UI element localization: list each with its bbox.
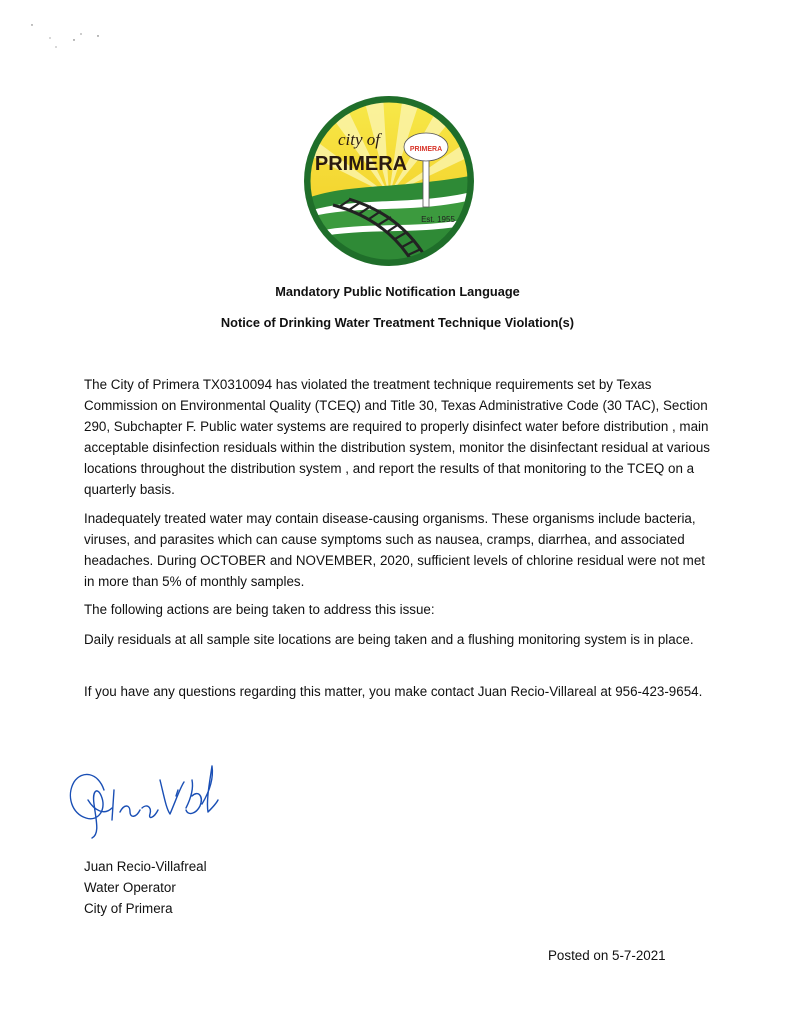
signer-name: Juan Recio-Villafreal xyxy=(84,859,207,874)
paragraph-health-effects: Inadequately treated water may contain disease-causing organisms. These organisms include bacteria, viruses, and parasites which can cause symptoms such as nausea, cramps, diarrhea, and associated headaches. During OCTOBER and NOVEMBER, 2020, sufficient levels of chlorine residual were not met in more than 5% of monthly samples. xyxy=(84,511,705,589)
signature-block xyxy=(84,856,207,919)
logo-tower-label: PRIMERA xyxy=(409,146,443,153)
signer-organization: City of Primera xyxy=(84,901,173,916)
paragraph-violation: The City of Primera TX0310094 has violated the treatment technique requirements set by Texas Commission on Environmental Quality (TCEQ) and Title 30, Texas Administrative Code (30 TAC), Section 290, Subchapter F. Public water systems are required to properly disinfect water before distribution , main acceptable disinfection residuals within the distribution system, monitor the disinfectant residual at various locations throughout the distribution system , and report the results of that monitoring to the TCEQ on a quarterly basis. xyxy=(84,377,710,497)
logo-city-of: city of xyxy=(337,130,381,149)
notice-title: Mandatory Public Notification Language xyxy=(275,284,520,299)
paragraph-actions-intro: The following actions are being taken to address this issue: xyxy=(84,602,435,617)
notice-subtitle: Notice of Drinking Water Treatment Technique Violation(s) xyxy=(220,315,575,330)
posted-date: Posted on 5-7-2021 xyxy=(548,948,666,963)
logo-established: Est. 1955 xyxy=(421,215,455,224)
scan-specks xyxy=(28,22,108,52)
city-logo xyxy=(303,95,475,267)
signer-role: Water Operator xyxy=(84,880,176,895)
logo-primera: PRIMERA xyxy=(314,153,408,175)
paragraph-actions: Daily residuals at all sample site locations are being taken and a flushing monitoring system is in place. xyxy=(84,632,694,647)
handwritten-signature xyxy=(64,760,224,840)
paragraph-contact: If you have any questions regarding this matter, you make contact Juan Recio-Villareal at 956-423-9654. xyxy=(84,684,703,699)
